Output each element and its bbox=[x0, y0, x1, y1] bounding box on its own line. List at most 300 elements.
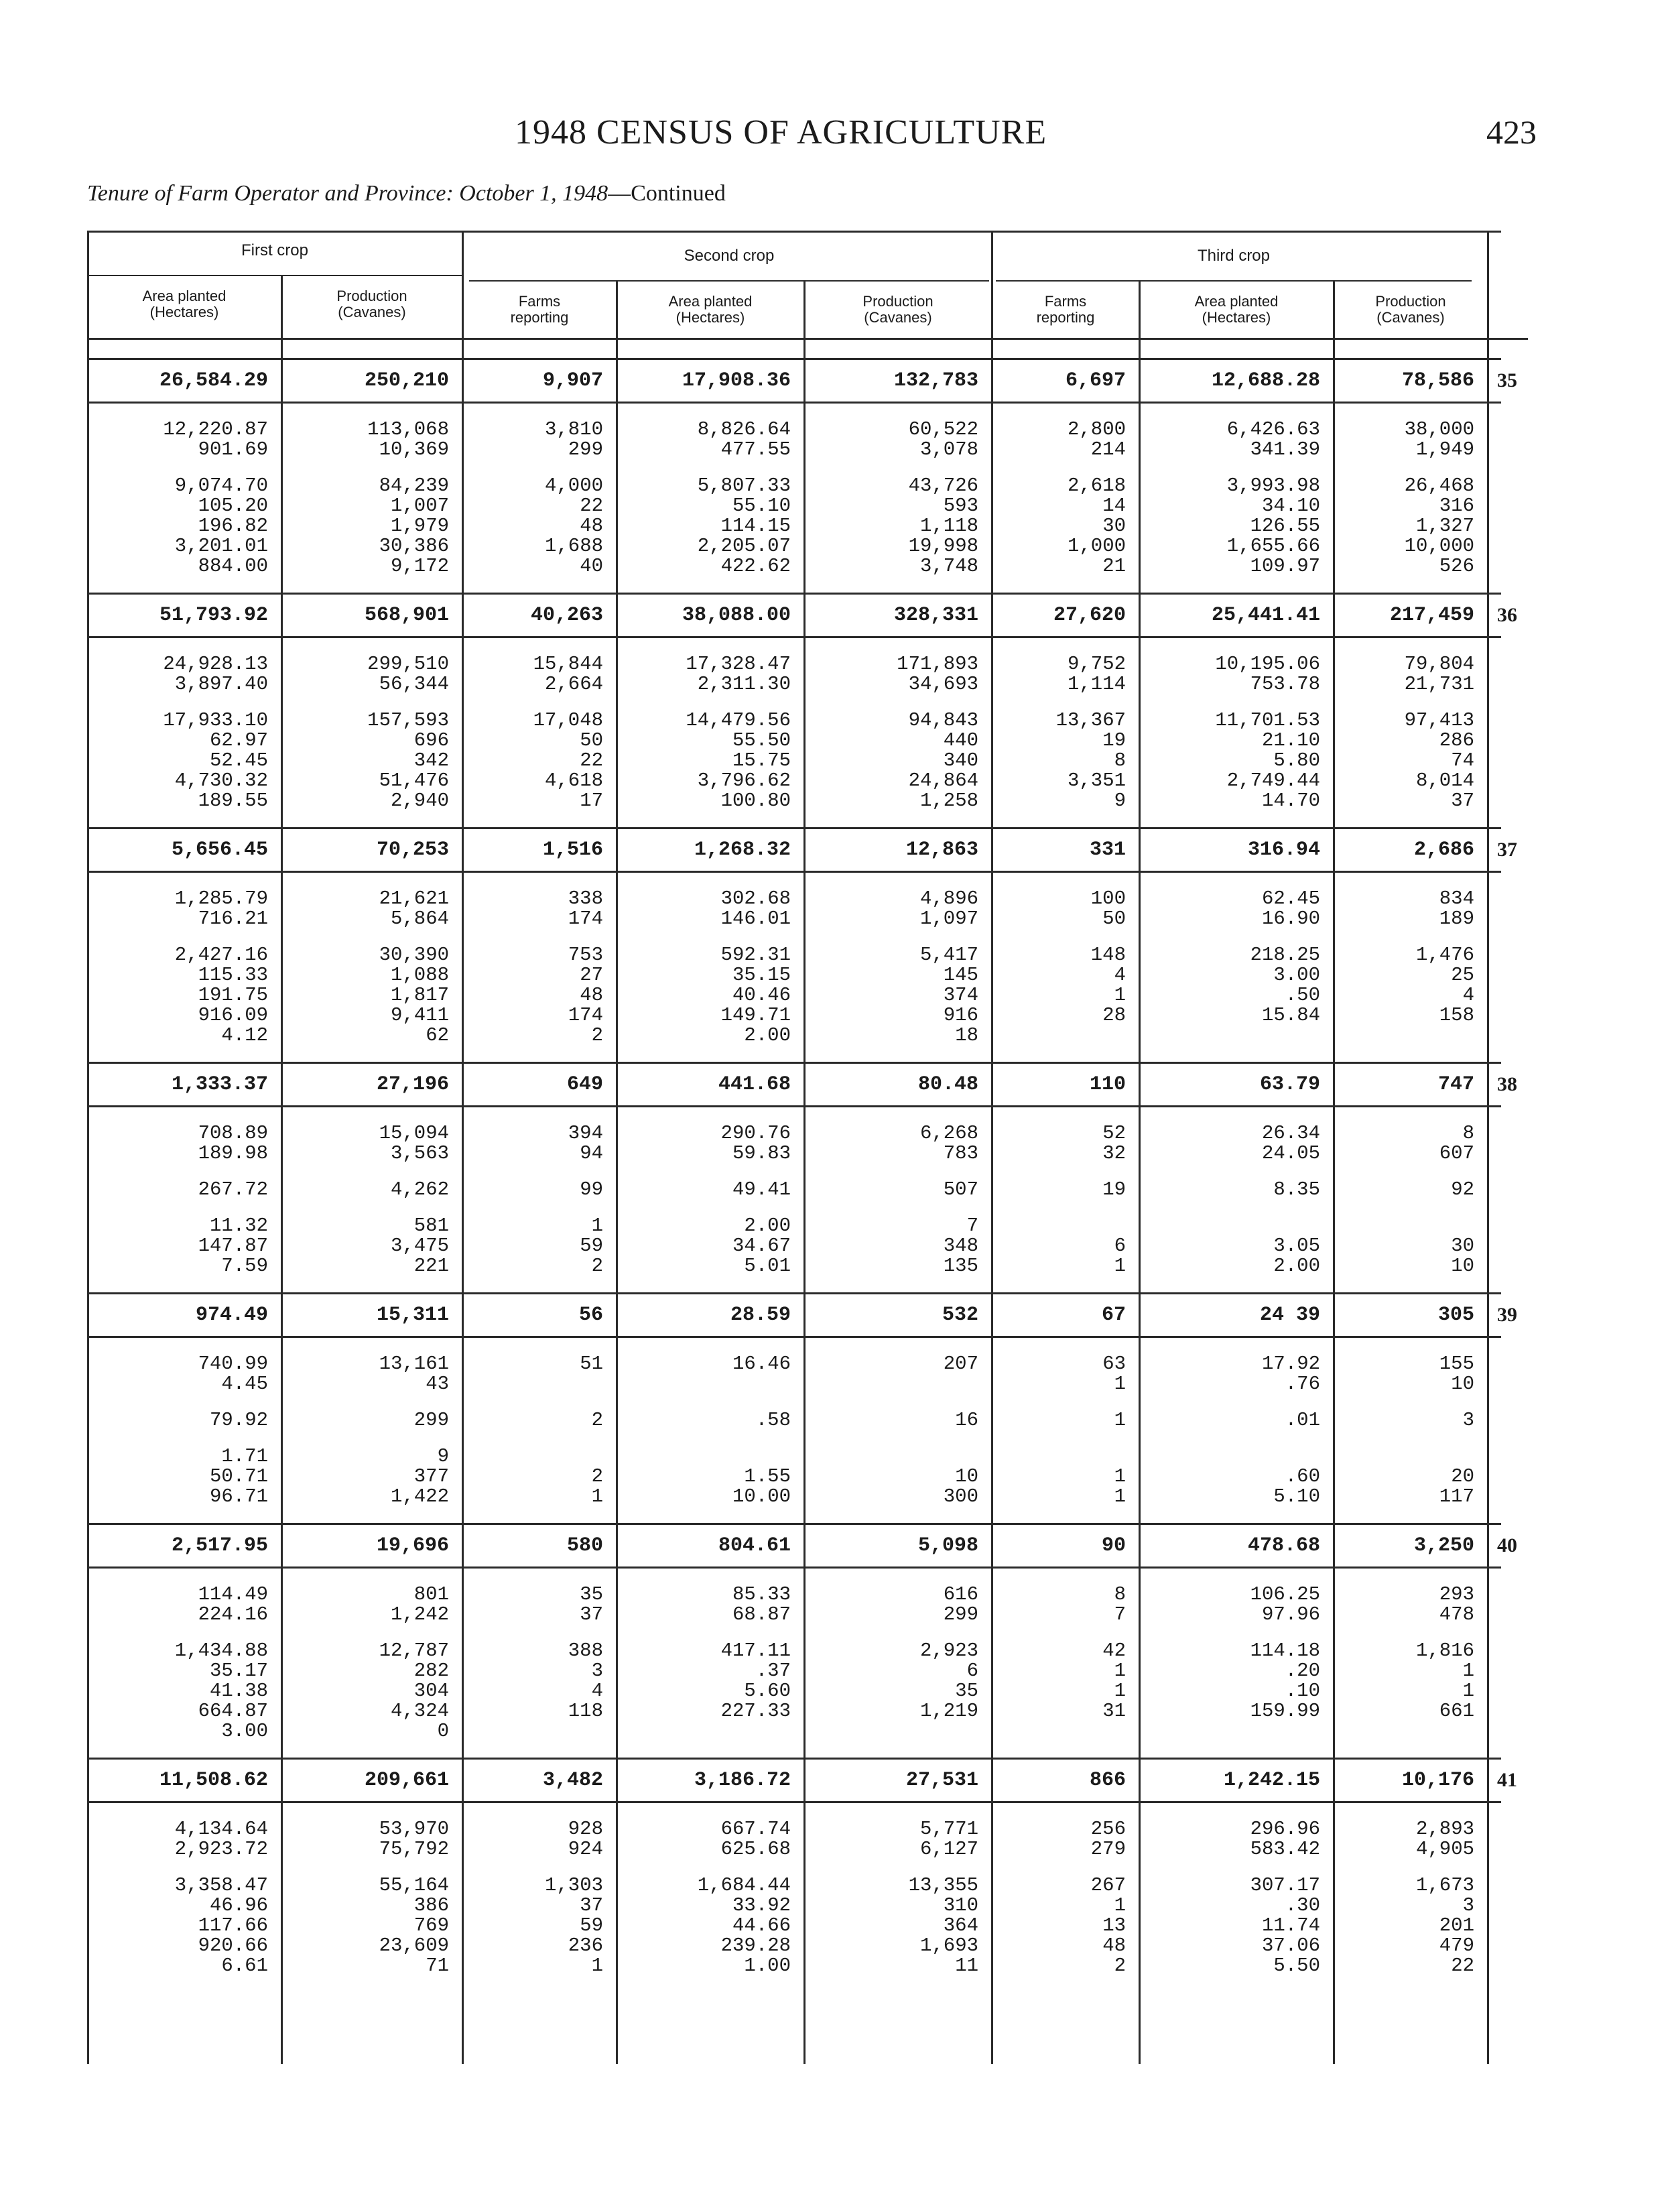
table-cell: 1,684.44 bbox=[697, 1874, 791, 1896]
total-cell: 5,656.45 bbox=[87, 828, 281, 872]
table-cell bbox=[992, 1721, 1139, 1741]
table-cell: 364 bbox=[943, 1914, 978, 1937]
table-cell: 13,367 bbox=[1055, 709, 1126, 731]
table-cell: 85.33 bbox=[732, 1583, 791, 1605]
table-cell: 1,000 bbox=[1067, 535, 1126, 557]
total-cell: 11,508.62 bbox=[87, 1759, 281, 1802]
table-cell: 1 bbox=[1114, 1894, 1126, 1916]
total-cell: 51,793.92 bbox=[87, 594, 281, 637]
table-cell: 30,386 bbox=[379, 535, 449, 557]
table-cell: 94,843 bbox=[908, 709, 978, 731]
col-head-4: Area planted (Hectares) bbox=[668, 293, 753, 326]
table-cell: .60 bbox=[1285, 1465, 1320, 1487]
spacer-row bbox=[87, 1046, 1501, 1063]
table-cell: 44.66 bbox=[732, 1914, 791, 1937]
table-cell: .58 bbox=[755, 1409, 791, 1431]
table-cell: 11 bbox=[955, 1955, 978, 1977]
table-row bbox=[87, 536, 1501, 556]
table-cell: 106.25 bbox=[1250, 1583, 1320, 1605]
table-cell: 214 bbox=[1090, 438, 1126, 460]
spacer-row bbox=[87, 1741, 1501, 1759]
table-cell: 304 bbox=[413, 1680, 449, 1702]
table-cell: 30,390 bbox=[379, 944, 449, 966]
table-cell: 6,426.63 bbox=[1226, 418, 1320, 440]
table-cell: 1,242 bbox=[390, 1603, 449, 1625]
table-cell: 5.01 bbox=[744, 1255, 791, 1277]
table-cell: 4,730.32 bbox=[174, 770, 268, 792]
table-cell: 117.66 bbox=[198, 1914, 268, 1937]
table-cell: .20 bbox=[1285, 1660, 1320, 1682]
table-cell: 740.99 bbox=[198, 1353, 268, 1375]
table-cell bbox=[462, 1374, 617, 1394]
table-cell: 71 bbox=[426, 1955, 449, 1977]
table-row bbox=[87, 1876, 1501, 1896]
table-cell: 15.75 bbox=[732, 749, 791, 772]
table-cell: 35.15 bbox=[732, 964, 791, 986]
table-row bbox=[87, 985, 1501, 1005]
table-cell: 6 bbox=[1114, 1235, 1126, 1257]
table-cell: 3 bbox=[1462, 1894, 1474, 1916]
table-cell: 696 bbox=[413, 729, 449, 751]
total-cell: 250,210 bbox=[281, 359, 462, 403]
table-cell: 901.69 bbox=[198, 438, 268, 460]
total-cell: 1,516 bbox=[462, 828, 617, 872]
table-cell: 13,355 bbox=[908, 1874, 978, 1896]
table-cell: 60,522 bbox=[908, 418, 978, 440]
table-cell: 0 bbox=[437, 1720, 449, 1742]
table-cell: 55.50 bbox=[732, 729, 791, 751]
table-cell: 10,195.06 bbox=[1215, 653, 1320, 675]
table-cell: 338 bbox=[568, 887, 603, 910]
table-cell bbox=[1139, 1026, 1334, 1046]
table-row bbox=[87, 1936, 1501, 1956]
total-cell: 1,242.15 bbox=[1139, 1759, 1334, 1802]
table-cell: 146.01 bbox=[720, 908, 791, 930]
total-cell: 5,098 bbox=[804, 1524, 992, 1568]
table-cell: 100 bbox=[1090, 887, 1126, 910]
table-cell: 299 bbox=[943, 1603, 978, 1625]
table-cell: 4,905 bbox=[1415, 1838, 1474, 1860]
total-cell: 3,250 bbox=[1334, 1524, 1488, 1568]
table-cell: 171,893 bbox=[897, 653, 978, 675]
total-cell: 478.68 bbox=[1139, 1524, 1334, 1568]
table-row bbox=[87, 1661, 1501, 1681]
table-cell: 1 bbox=[1114, 1255, 1126, 1277]
table-cell: 293 bbox=[1439, 1583, 1474, 1605]
table-cell: 667.74 bbox=[720, 1818, 791, 1840]
subtitle-continued: —Continued bbox=[608, 181, 726, 206]
table-cell: 59.83 bbox=[732, 1142, 791, 1164]
table-cell: 41.38 bbox=[209, 1680, 268, 1702]
table-cell bbox=[462, 1721, 617, 1741]
third-crop-rule bbox=[996, 280, 1472, 282]
total-cell: 209,661 bbox=[281, 1759, 462, 1802]
table-cell: 37 bbox=[580, 1894, 603, 1916]
total-cell: 866 bbox=[992, 1759, 1139, 1802]
table-cell: 155 bbox=[1439, 1353, 1474, 1375]
table-cell: 21,731 bbox=[1404, 673, 1474, 695]
table-cell: 296.96 bbox=[1250, 1818, 1320, 1840]
table-cell: 189.98 bbox=[198, 1142, 268, 1164]
table-cell: 374 bbox=[943, 984, 978, 1006]
table-cell: 196.82 bbox=[198, 515, 268, 537]
table-cell: 3.05 bbox=[1273, 1235, 1320, 1257]
table-row bbox=[87, 945, 1501, 965]
table-cell: 753.78 bbox=[1250, 673, 1320, 695]
table-cell: 3,748 bbox=[919, 555, 978, 577]
table-cell: 224.16 bbox=[198, 1603, 268, 1625]
table-cell: 1 bbox=[1114, 1465, 1126, 1487]
table-cell: 16 bbox=[955, 1409, 978, 1431]
table-cell: 279 bbox=[1090, 1838, 1126, 1860]
group-first-crop: First crop bbox=[241, 241, 308, 259]
row-reference-number: 41 bbox=[1488, 1759, 1501, 1802]
table-cell: 30 bbox=[1451, 1235, 1474, 1257]
total-row bbox=[87, 594, 1501, 637]
total-cell: 3,186.72 bbox=[617, 1759, 804, 1802]
table-cell: 20 bbox=[1451, 1465, 1474, 1487]
table-cell: 26,468 bbox=[1404, 475, 1474, 497]
row-reference-number: 35 bbox=[1488, 359, 1501, 403]
spacer-row bbox=[87, 1507, 1501, 1524]
spacer-row bbox=[87, 1276, 1501, 1294]
table-cell: 159.99 bbox=[1250, 1700, 1320, 1722]
spacer-row bbox=[87, 929, 1501, 945]
table-cell: 48 bbox=[580, 984, 603, 1006]
table-row bbox=[87, 1216, 1501, 1236]
table-cell bbox=[462, 1447, 617, 1467]
table-cell: 286 bbox=[1439, 729, 1474, 751]
table-cell: 191.75 bbox=[198, 984, 268, 1006]
total-cell: 747 bbox=[1334, 1063, 1488, 1107]
table-row bbox=[87, 1410, 1501, 1430]
total-cell: 2,686 bbox=[1334, 828, 1488, 872]
table-cell: 307.17 bbox=[1250, 1874, 1320, 1896]
table-cell: 1 bbox=[1462, 1680, 1474, 1702]
table-cell: 19 bbox=[1102, 729, 1126, 751]
table-cell: 3,201.01 bbox=[174, 535, 268, 557]
table-row bbox=[87, 1144, 1501, 1164]
table-row bbox=[87, 1026, 1501, 1046]
table-cell: 14,479.56 bbox=[686, 709, 791, 731]
table-cell: 236 bbox=[568, 1934, 603, 1957]
table-cell: 24,928.13 bbox=[163, 653, 268, 675]
table-cell: 1,979 bbox=[390, 515, 449, 537]
table-cell: 59 bbox=[580, 1914, 603, 1937]
table-cell: 97,413 bbox=[1404, 709, 1474, 731]
table-cell: 2.00 bbox=[1273, 1255, 1320, 1277]
table-cell: 479 bbox=[1439, 1934, 1474, 1957]
table-cell: 1 bbox=[1114, 1660, 1126, 1682]
table-cell: 3.00 bbox=[1273, 964, 1320, 986]
table-cell: 15,844 bbox=[533, 653, 603, 675]
table-cell: 158 bbox=[1439, 1004, 1474, 1026]
table-row bbox=[87, 1721, 1501, 1741]
table-cell: 1 bbox=[1114, 1485, 1126, 1508]
table-cell: 96.71 bbox=[209, 1485, 268, 1508]
table-cell: 31 bbox=[1102, 1700, 1126, 1722]
table-cell: 11.74 bbox=[1261, 1914, 1320, 1937]
table-cell: 4.12 bbox=[221, 1024, 268, 1046]
table-cell: 256 bbox=[1090, 1818, 1126, 1840]
table-cell: 2 bbox=[1114, 1955, 1126, 1977]
table-cell: 9,411 bbox=[390, 1004, 449, 1026]
total-cell: 19,696 bbox=[281, 1524, 462, 1568]
table-cell: 14 bbox=[1102, 495, 1126, 517]
table-cell: 26.34 bbox=[1261, 1122, 1320, 1144]
table-cell: 290.76 bbox=[720, 1122, 791, 1144]
total-cell: 441.68 bbox=[617, 1063, 804, 1107]
total-row bbox=[87, 1759, 1501, 1802]
total-cell: 25,441.41 bbox=[1139, 594, 1334, 637]
table-cell: 43 bbox=[426, 1373, 449, 1395]
table-cell: 1,219 bbox=[919, 1700, 978, 1722]
table-cell: 664.87 bbox=[198, 1700, 268, 1722]
total-cell: 110 bbox=[992, 1063, 1139, 1107]
table-cell bbox=[804, 1374, 992, 1394]
table-cell: 920.66 bbox=[198, 1934, 268, 1957]
table-cell: 2,923.72 bbox=[174, 1838, 268, 1860]
table-cell: 12,220.87 bbox=[163, 418, 268, 440]
table-cell: 17 bbox=[580, 790, 603, 812]
total-cell: 56 bbox=[462, 1294, 617, 1337]
table-row bbox=[87, 1236, 1501, 1256]
table-cell: 62 bbox=[426, 1024, 449, 1046]
col-head-5: Production (Cavanes) bbox=[862, 293, 933, 326]
total-cell: 1,333.37 bbox=[87, 1063, 281, 1107]
table-cell: 24,864 bbox=[908, 770, 978, 792]
table-cell: 299,510 bbox=[367, 653, 449, 675]
table-cell: 3,810 bbox=[544, 418, 603, 440]
table-row bbox=[87, 420, 1501, 440]
table-cell: 5.10 bbox=[1273, 1485, 1320, 1508]
table-top-rule bbox=[87, 231, 1501, 233]
table-cell: 147.87 bbox=[198, 1235, 268, 1257]
table-cell: 17.92 bbox=[1261, 1353, 1320, 1375]
table-cell: 7 bbox=[966, 1215, 978, 1237]
total-cell: 9,907 bbox=[462, 359, 617, 403]
spacer-row bbox=[87, 1976, 1501, 1992]
total-cell: 80.48 bbox=[804, 1063, 992, 1107]
table-cell: 174 bbox=[568, 908, 603, 930]
table-cell bbox=[992, 1216, 1139, 1236]
table-cell: 17,328.47 bbox=[686, 653, 791, 675]
table-cell: 9,752 bbox=[1067, 653, 1126, 675]
total-cell: 27,620 bbox=[992, 594, 1139, 637]
table-row bbox=[87, 1467, 1501, 1487]
table-cell: 118 bbox=[568, 1700, 603, 1722]
total-cell: 331 bbox=[992, 828, 1139, 872]
table-cell: 5,771 bbox=[919, 1818, 978, 1840]
table-cell: 2,664 bbox=[544, 673, 603, 695]
total-cell: 649 bbox=[462, 1063, 617, 1107]
table-cell: 526 bbox=[1439, 555, 1474, 577]
table-cell: 4,324 bbox=[390, 1700, 449, 1722]
table-row bbox=[87, 889, 1501, 909]
table-cell: 834 bbox=[1439, 887, 1474, 910]
table-cell: 4,134.64 bbox=[174, 1818, 268, 1840]
table-cell bbox=[1334, 1216, 1488, 1236]
subtitle-main: Tenure of Farm Operator and Province: October 1, 1948 bbox=[87, 181, 608, 206]
table-cell: 884.00 bbox=[198, 555, 268, 577]
table-cell: 1,693 bbox=[919, 1934, 978, 1957]
total-cell: 532 bbox=[804, 1294, 992, 1337]
table-cell: 135 bbox=[943, 1255, 978, 1277]
table-cell: 218.25 bbox=[1250, 944, 1320, 966]
table-cell: 2 bbox=[591, 1255, 603, 1277]
table-cell bbox=[1139, 1216, 1334, 1236]
table-cell: 8,826.64 bbox=[697, 418, 791, 440]
table-cell: 10 bbox=[955, 1465, 978, 1487]
table-cell: 12,787 bbox=[379, 1640, 449, 1662]
table-cell: 716.21 bbox=[198, 908, 268, 930]
table-cell: 2,749.44 bbox=[1226, 770, 1320, 792]
table-cell: 117 bbox=[1439, 1485, 1474, 1508]
total-cell: 6,697 bbox=[992, 359, 1139, 403]
table-cell: 37 bbox=[1451, 790, 1474, 812]
table-cell: 32 bbox=[1102, 1142, 1126, 1164]
table-cell: 92 bbox=[1451, 1178, 1474, 1201]
table-cell: 10 bbox=[1451, 1255, 1474, 1277]
table-cell: 10.00 bbox=[732, 1485, 791, 1508]
data-body bbox=[87, 359, 1517, 1993]
table-cell: 126.55 bbox=[1250, 515, 1320, 537]
table-cell: 342 bbox=[413, 749, 449, 772]
col-head-7: Area planted (Hectares) bbox=[1194, 293, 1279, 326]
table-cell: 3 bbox=[1462, 1409, 1474, 1431]
table-cell: 2,618 bbox=[1067, 475, 1126, 497]
census-table bbox=[87, 231, 1528, 2067]
table-cell: 310 bbox=[943, 1894, 978, 1916]
total-cell: 3,482 bbox=[462, 1759, 617, 1802]
table-cell: 2,940 bbox=[390, 790, 449, 812]
table-cell: 79,804 bbox=[1404, 653, 1474, 675]
table-cell: 3,358.47 bbox=[174, 1874, 268, 1896]
spacer-row bbox=[87, 1394, 1501, 1410]
table-cell: 148 bbox=[1090, 944, 1126, 966]
total-cell: 974.49 bbox=[87, 1294, 281, 1337]
table-cell: 583.42 bbox=[1250, 1838, 1320, 1860]
total-row bbox=[87, 359, 1501, 403]
table-cell: 15,094 bbox=[379, 1122, 449, 1144]
table-cell: 35 bbox=[580, 1583, 603, 1605]
table-cell: 6.61 bbox=[221, 1955, 268, 1977]
table-cell: 25 bbox=[1451, 964, 1474, 986]
table-cell: 6,268 bbox=[919, 1122, 978, 1144]
table-cell: 1,327 bbox=[1415, 515, 1474, 537]
table-row bbox=[87, 496, 1501, 516]
table-cell bbox=[992, 1447, 1139, 1467]
total-cell: 17,908.36 bbox=[617, 359, 804, 403]
table-row bbox=[87, 751, 1501, 771]
table-cell: 52.45 bbox=[209, 749, 268, 772]
table-cell: 15.84 bbox=[1261, 1004, 1320, 1026]
table-cell: 105.20 bbox=[198, 495, 268, 517]
table-cell: 33.92 bbox=[732, 1894, 791, 1916]
table-row bbox=[87, 791, 1501, 811]
table-cell: 18 bbox=[955, 1024, 978, 1046]
table-cell: 21.10 bbox=[1261, 729, 1320, 751]
table-cell: 157,593 bbox=[367, 709, 449, 731]
table-cell: 55.10 bbox=[732, 495, 791, 517]
total-cell: 90 bbox=[992, 1524, 1139, 1568]
total-cell: 12,863 bbox=[804, 828, 992, 872]
spacer-row bbox=[87, 1802, 1501, 1820]
total-cell: 305 bbox=[1334, 1294, 1488, 1337]
table-cell: 3,897.40 bbox=[174, 673, 268, 695]
table-cell: 1,949 bbox=[1415, 438, 1474, 460]
table-row bbox=[87, 1487, 1501, 1507]
spacer-row bbox=[87, 1107, 1501, 1124]
spacer-row bbox=[87, 1164, 1501, 1180]
row-reference-number: 36 bbox=[1488, 594, 1501, 637]
table-cell: 1,303 bbox=[544, 1874, 603, 1896]
table-cell: .01 bbox=[1285, 1409, 1320, 1431]
table-cell: 5.80 bbox=[1273, 749, 1320, 772]
col-head-3: Farms reporting bbox=[510, 293, 569, 326]
table-cell: 34.67 bbox=[732, 1235, 791, 1257]
table-cell: 10,000 bbox=[1404, 535, 1474, 557]
table-cell: 24.05 bbox=[1261, 1142, 1320, 1164]
table-cell: 592.31 bbox=[720, 944, 791, 966]
table-row bbox=[87, 965, 1501, 985]
total-cell: 15,311 bbox=[281, 1294, 462, 1337]
table-cell: 34,693 bbox=[908, 673, 978, 695]
table-cell: 1,817 bbox=[390, 984, 449, 1006]
table-cell: 341.39 bbox=[1250, 438, 1320, 460]
table-cell: 1,476 bbox=[1415, 944, 1474, 966]
table-cell bbox=[617, 1447, 804, 1467]
table-cell: 16.46 bbox=[732, 1353, 791, 1375]
table-cell: 386 bbox=[413, 1894, 449, 1916]
table-row bbox=[87, 1354, 1501, 1374]
table-cell: 2,800 bbox=[1067, 418, 1126, 440]
table-cell: 37 bbox=[580, 1603, 603, 1625]
table-cell: 8,014 bbox=[1415, 770, 1474, 792]
total-cell: 12,688.28 bbox=[1139, 359, 1334, 403]
table-row bbox=[87, 1896, 1501, 1916]
table-cell: 3,993.98 bbox=[1226, 475, 1320, 497]
table-cell: 2.00 bbox=[744, 1215, 791, 1237]
table-cell: 21,621 bbox=[379, 887, 449, 910]
total-cell: 804.61 bbox=[617, 1524, 804, 1568]
table-cell: 40 bbox=[580, 555, 603, 577]
table-cell: 55,164 bbox=[379, 1874, 449, 1896]
table-cell: 282 bbox=[413, 1660, 449, 1682]
row-reference-number: 37 bbox=[1488, 828, 1501, 872]
table-cell: 2 bbox=[591, 1465, 603, 1487]
table-cell: 5,864 bbox=[390, 908, 449, 930]
table-cell: 267.72 bbox=[198, 1178, 268, 1201]
table-subtitle bbox=[87, 181, 726, 206]
table-cell: 1 bbox=[1462, 1660, 1474, 1682]
spacer-row bbox=[87, 1568, 1501, 1585]
second-crop-rule bbox=[469, 280, 989, 282]
table-cell: 1 bbox=[591, 1485, 603, 1508]
table-cell: 3,563 bbox=[390, 1142, 449, 1164]
table-cell: 28 bbox=[1102, 1004, 1126, 1026]
page-header bbox=[0, 113, 1674, 160]
total-cell: 1,268.32 bbox=[617, 828, 804, 872]
table-cell: 22 bbox=[1451, 1955, 1474, 1977]
total-row bbox=[87, 828, 1501, 872]
table-cell: 1 bbox=[591, 1215, 603, 1237]
spacer-row bbox=[87, 694, 1501, 711]
spacer-row bbox=[87, 460, 1501, 476]
table-cell: 94 bbox=[580, 1142, 603, 1164]
table-cell: 2,205.07 bbox=[697, 535, 791, 557]
table-cell: 4 bbox=[591, 1680, 603, 1702]
